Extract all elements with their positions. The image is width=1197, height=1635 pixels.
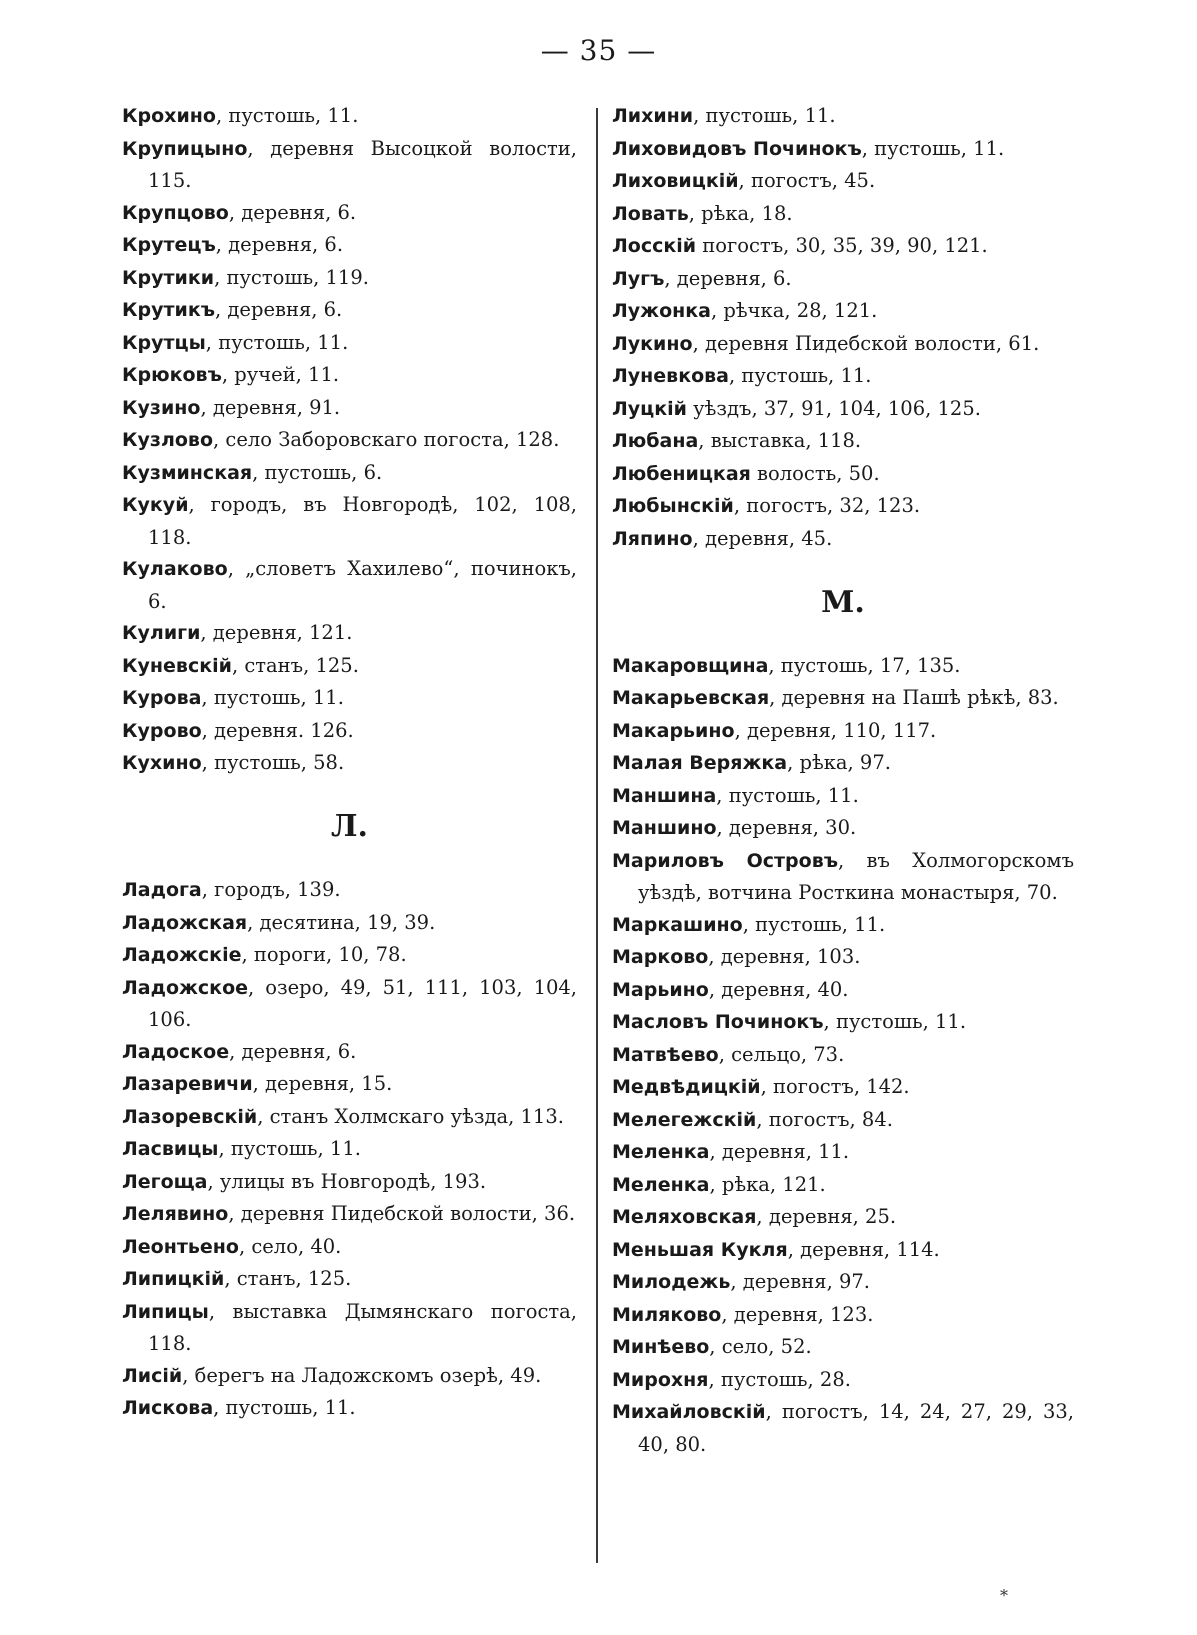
entry-text: погостъ, 30, 35, 39, 90, 121.	[696, 234, 988, 257]
entry-headword: Лосскій	[612, 235, 697, 257]
entry-text: , улицы въ Новгородѣ, 193.	[207, 1169, 487, 1193]
entry-text: , пустошь, 11.	[742, 912, 886, 936]
index-entry	[612, 974, 1074, 1007]
entry-text: , рѣчка, 28, 121.	[710, 299, 878, 322]
entry-text: , городъ, въ Новгородѣ, 102, 108, 118.	[148, 493, 577, 549]
index-entry	[612, 780, 1074, 813]
index-entry	[612, 1396, 1074, 1460]
entry-headword: Крутикъ	[122, 299, 216, 321]
entry-text: , пустошь, 11.	[201, 686, 344, 709]
index-entry	[122, 1133, 577, 1166]
index-entry	[612, 1071, 1074, 1104]
index-entry	[612, 1234, 1074, 1267]
entry-text: , пустошь, 11.	[716, 783, 859, 807]
index-entry	[612, 845, 1074, 909]
index-entry	[612, 360, 1074, 393]
entry-headword: Марково	[612, 946, 709, 968]
index-entry	[612, 458, 1074, 491]
index-entry	[122, 392, 577, 425]
index-entry	[612, 941, 1074, 974]
entry-headword: Крюковъ	[122, 364, 222, 386]
index-entry	[612, 263, 1074, 296]
entry-headword: Любынскій	[612, 495, 734, 517]
entry-headword: Малая Веряжка	[612, 752, 788, 774]
entry-text: , пустошь, 28.	[708, 1367, 851, 1391]
entry-headword: Маншина	[612, 784, 717, 807]
entry-text: , „словетъ Хахилево“, починокъ, 6.	[148, 557, 577, 613]
index-entry	[122, 197, 577, 230]
entry-text: , село, 40.	[238, 1234, 342, 1258]
entry-headword: Любеницкая	[612, 462, 751, 485]
entry-headword: Кузлово	[122, 429, 214, 451]
entry-text: , деревня, 91.	[200, 395, 341, 419]
entry-text: , въ Холмогорскомъ уѣздѣ, вотчина Росткина монастыря, 70.	[638, 848, 1074, 904]
entry-headword: Крупцово	[122, 201, 229, 224]
index-entry	[612, 165, 1074, 198]
entry-headword: Ляпино	[612, 527, 693, 550]
entry-text: , сельцо, 73.	[718, 1042, 845, 1066]
entry-text: , рѣка, 121.	[709, 1172, 826, 1196]
index-entry	[612, 909, 1074, 942]
entry-text: , городъ, 139.	[201, 878, 341, 901]
index-entry	[612, 1266, 1074, 1299]
index-column-right	[612, 100, 1074, 1460]
entry-headword: Масловъ Починокъ	[612, 1011, 824, 1033]
entry-text: , деревня, 25.	[756, 1205, 897, 1228]
entry-headword: Лиховицкій	[612, 170, 739, 192]
entry-text: , пустошь, 11.	[693, 104, 836, 127]
index-entry	[122, 553, 577, 617]
index-entry	[122, 617, 577, 650]
index-entry	[122, 327, 577, 360]
index-entry	[612, 1136, 1074, 1169]
entry-text: , деревня, 121.	[200, 621, 353, 644]
index-entry	[122, 424, 577, 457]
entry-headword: Ладожское	[122, 976, 249, 999]
entry-text: , пустошь, 58.	[201, 751, 345, 774]
entry-text: , деревня, 40.	[708, 977, 849, 1001]
index-entry	[612, 1299, 1074, 1332]
entry-text: , пустошь, 11.	[205, 330, 349, 354]
entry-text: , погостъ, 14, 24, 27, 29, 33, 40, 80.	[638, 1400, 1074, 1456]
entry-text: , деревня, 15.	[252, 1072, 393, 1095]
entry-headword: Лазаревичи	[122, 1073, 253, 1095]
index-entry	[122, 457, 577, 490]
entry-text: , погостъ, 142.	[760, 1075, 910, 1098]
index-entry	[122, 1068, 577, 1101]
entry-headword: Крутцы	[122, 331, 206, 354]
entry-text: , станъ, 125.	[224, 1267, 352, 1290]
entry-headword: Кухино	[122, 752, 202, 774]
section-letter: М.	[821, 584, 865, 620]
entry-text: , пороги, 10, 78.	[241, 943, 407, 966]
index-entry	[612, 1331, 1074, 1364]
entry-text: , деревня. 126.	[201, 718, 354, 742]
index-entry	[122, 715, 577, 748]
index-entry	[122, 294, 577, 327]
entry-text: , станъ Холмскаго уѣзда, 113.	[257, 1104, 564, 1128]
index-entry	[122, 1166, 577, 1199]
entry-headword: Лисій	[122, 1364, 183, 1387]
index-entry	[122, 1360, 577, 1393]
entry-text: , пустошь, 11.	[729, 364, 872, 387]
index-entry	[612, 715, 1074, 748]
page-number: — 35 —	[540, 34, 657, 67]
entry-text: , станъ, 125.	[231, 653, 359, 677]
index-column-left	[122, 100, 577, 1425]
entry-headword: Крупицыно	[122, 137, 248, 160]
index-entry	[122, 133, 577, 197]
entry-headword: Миляково	[612, 1303, 722, 1326]
index-entry	[612, 747, 1074, 780]
entry-text: , пустошь, 6.	[252, 460, 383, 484]
entry-headword: Кулиги	[122, 622, 201, 644]
entry-headword: Ладоское	[122, 1040, 230, 1063]
entry-headword: Минѣево	[612, 1336, 710, 1358]
entry-text: , пустошь, 11.	[218, 1137, 361, 1160]
index-entry	[122, 1101, 577, 1134]
entry-text: , погостъ, 84.	[756, 1107, 893, 1131]
index-entry	[612, 682, 1074, 715]
entry-text: , пустошь, 119.	[214, 265, 369, 289]
entry-headword: Мирохня	[612, 1368, 709, 1391]
index-entry	[612, 650, 1074, 683]
entry-text: , пустошь, 11.	[861, 136, 1005, 160]
entry-headword: Курово	[122, 719, 202, 742]
entry-text: , деревня Высоцкой волости, 115.	[148, 136, 577, 192]
entry-text: , деревня, 6.	[229, 1039, 357, 1063]
entry-text: , деревня, 114.	[787, 1237, 940, 1261]
entry-headword: Ловать	[612, 202, 689, 225]
entry-text: , деревня, 123.	[721, 1302, 874, 1326]
index-entry	[612, 100, 1074, 133]
entry-headword: Маншино	[612, 817, 717, 839]
index-entry	[612, 198, 1074, 231]
entry-headword: Макаровщина	[612, 654, 769, 677]
index-entry	[612, 1006, 1074, 1039]
entry-text: , деревня, 6.	[228, 200, 357, 224]
index-entry	[122, 1392, 577, 1425]
entry-headword: Мариловъ Островъ	[612, 849, 839, 872]
entry-headword: Кукуй	[122, 494, 189, 516]
entry-text: , деревня, 11.	[709, 1140, 850, 1163]
index-entry	[612, 328, 1074, 361]
entry-headword: Меньшая Кукля	[612, 1238, 788, 1261]
entry-headword: Легоща	[122, 1170, 208, 1193]
index-entry	[612, 523, 1074, 556]
index-entry	[122, 682, 577, 715]
entry-text: , пустошь, 11.	[213, 1396, 356, 1419]
entry-text: , деревня Пидебской волости, 36.	[228, 1202, 576, 1225]
entry-headword: Макарьевская	[612, 687, 770, 709]
entry-text: , деревня, 97.	[730, 1270, 870, 1293]
entry-text: , ручей, 11.	[221, 363, 340, 386]
index-entry	[612, 1039, 1074, 1072]
entry-text: , село Заборовскаго погоста, 128.	[213, 428, 560, 451]
index-entry	[122, 1296, 577, 1360]
index-entry	[612, 230, 1074, 263]
entry-headword: Меленка	[612, 1173, 710, 1196]
entry-headword: Макарьино	[612, 719, 735, 742]
entry-headword: Кулаково	[122, 558, 228, 580]
index-entry	[122, 489, 577, 553]
index-entry	[122, 262, 577, 295]
entry-text: , погостъ, 32, 123.	[733, 494, 921, 517]
entry-text: , деревня Пидебской волости, 61.	[692, 331, 1040, 355]
index-entry	[122, 1036, 577, 1069]
entry-headword: Крутики	[122, 266, 215, 289]
entry-headword: Лазоревскій	[122, 1105, 258, 1128]
entry-text: , пустошь, 11.	[215, 104, 359, 127]
index-entry	[612, 425, 1074, 458]
entry-headword: Ладожскіе	[122, 944, 242, 966]
entry-headword: Лужонка	[612, 300, 711, 322]
entry-text: волость, 50.	[750, 461, 880, 485]
entry-headword: Марьино	[612, 978, 709, 1001]
index-entry	[122, 100, 577, 133]
entry-headword: Лиховидовъ Починокъ	[612, 137, 862, 160]
index-entry	[612, 812, 1074, 845]
entry-text: , деревня, 6.	[215, 233, 344, 256]
entry-headword: Ладожская	[122, 911, 248, 934]
footer-mark: *	[1000, 1586, 1008, 1605]
entry-text: , село, 52.	[709, 1335, 812, 1358]
entry-text: , выставка, 118.	[698, 429, 862, 452]
index-entry	[612, 133, 1074, 166]
index-entry	[122, 874, 577, 907]
entry-headword: Лелявино	[122, 1203, 229, 1225]
entry-text: , деревня, 6.	[664, 266, 792, 290]
entry-text: , деревня, 110, 117.	[734, 718, 937, 742]
entry-headword: Меляховская	[612, 1206, 757, 1228]
entry-text: , рѣка, 97.	[787, 751, 891, 774]
entry-text: , выставка Дымянскаго погоста, 118.	[148, 1299, 577, 1355]
entry-text: , озеро, 49, 51, 111, 103, 104, 106.	[148, 975, 577, 1031]
column-divider	[596, 108, 598, 1563]
index-entry	[612, 393, 1074, 426]
entry-headword: Медвѣдицкій	[612, 1076, 761, 1098]
entry-headword: Липицы	[122, 1300, 209, 1323]
index-entry	[612, 1104, 1074, 1137]
entry-headword: Лихини	[612, 105, 694, 127]
entry-headword: Матвѣево	[612, 1043, 719, 1066]
entry-text: , деревня, 45.	[692, 526, 833, 550]
index-entry	[122, 972, 577, 1036]
index-entry	[122, 1231, 577, 1264]
entry-headword: Милодежь	[612, 1271, 731, 1293]
entry-headword: Кузино	[122, 396, 201, 419]
entry-headword: Ласвицы	[122, 1138, 219, 1160]
index-entry	[612, 1201, 1074, 1234]
index-entry	[612, 1169, 1074, 1202]
entry-headword: Мелегежскій	[612, 1108, 757, 1131]
entry-headword: Михайловскій	[612, 1401, 766, 1423]
entry-text: уѣздъ, 37, 91, 104, 106, 125.	[686, 396, 981, 420]
entry-text: , деревня, 6.	[215, 298, 343, 321]
index-entry	[122, 939, 577, 972]
entry-text: , деревня, 30.	[716, 816, 857, 839]
entry-headword: Меленка	[612, 1141, 710, 1163]
entry-text: , рѣка, 18.	[688, 201, 793, 225]
index-entry	[122, 229, 577, 262]
entry-headword: Лугъ	[612, 267, 665, 290]
entry-headword: Ладога	[122, 879, 202, 901]
entry-headword: Леонтьено	[122, 1235, 239, 1258]
entry-text: , погостъ, 45.	[738, 169, 876, 192]
entry-headword: Луцкій	[612, 397, 687, 420]
section-letter: Л.	[331, 809, 368, 844]
index-entry	[122, 907, 577, 940]
index-entry	[122, 650, 577, 683]
entry-text: , пустошь, 17, 135.	[768, 653, 961, 677]
entry-headword: Лукино	[612, 332, 693, 355]
index-entry	[122, 747, 577, 780]
entry-text: , деревня, 103.	[708, 945, 861, 968]
entry-text: , десятина, 19, 39.	[247, 910, 436, 934]
index-entry	[612, 295, 1074, 328]
index-entry	[122, 1198, 577, 1231]
entry-headword: Курова	[122, 687, 202, 709]
entry-headword: Маркашино	[612, 913, 743, 936]
index-entry	[122, 1263, 577, 1296]
entry-headword: Лискова	[122, 1397, 214, 1419]
entry-headword: Любана	[612, 430, 699, 452]
index-entry	[612, 490, 1074, 523]
entry-headword: Кузминская	[122, 461, 253, 484]
entry-headword: Крохино	[122, 105, 216, 127]
index-entry	[122, 359, 577, 392]
entry-headword: Куневскій	[122, 654, 232, 677]
entry-text: , пустошь, 11.	[823, 1010, 967, 1033]
entry-text: , берегъ на Ладожскомъ озерѣ, 49.	[182, 1363, 542, 1387]
entry-headword: Крутецъ	[122, 234, 216, 256]
entry-headword: Луневкова	[612, 365, 729, 387]
entry-text: , деревня на Пашѣ рѣкѣ, 83.	[769, 686, 1059, 709]
index-entry	[612, 1364, 1074, 1397]
entry-headword: Липицкій	[122, 1268, 225, 1290]
